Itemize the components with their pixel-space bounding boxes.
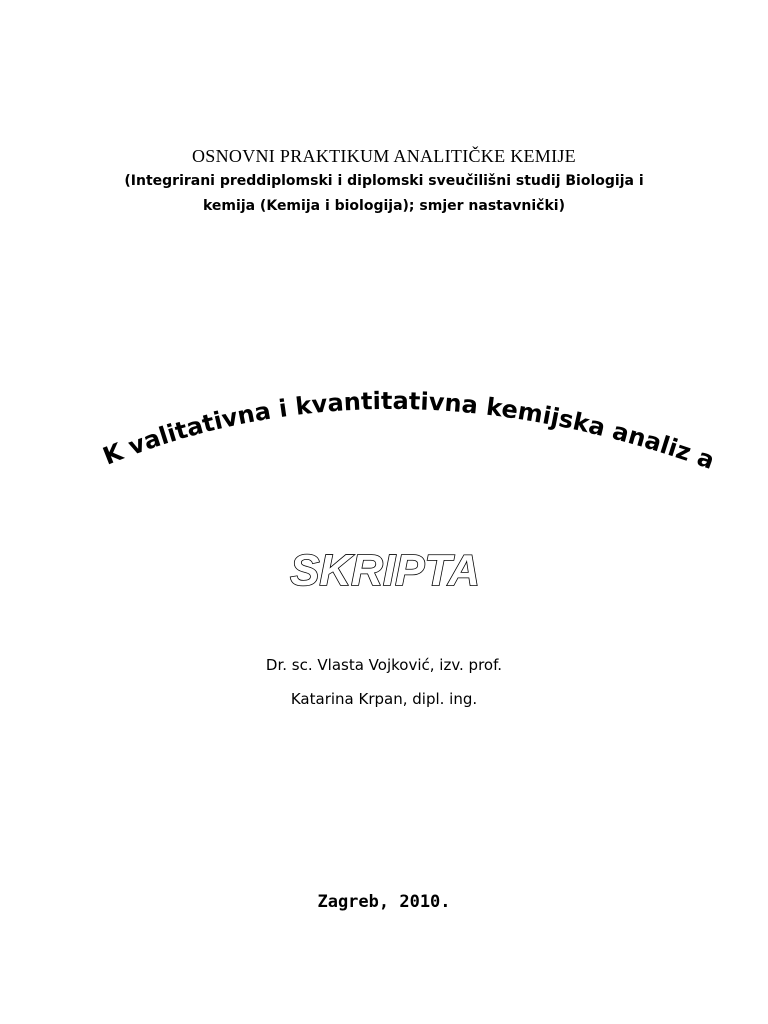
arched-title-text bbox=[99, 387, 718, 475]
skripta-wordart bbox=[270, 535, 500, 605]
author-1: Dr. sc. Vlasta Vojković, izv. prof. bbox=[265, 656, 503, 674]
arched-title-textpath: K valitativna i kvantitativna kemijska analiz a bbox=[98, 386, 719, 475]
arched-title bbox=[0, 360, 768, 520]
course-subtitle-line-2: kemija (Kemija i biologija); smjer nastavnički) bbox=[203, 198, 565, 214]
skripta-heading: SKRIPTA bbox=[290, 546, 480, 595]
place-and-year: Zagreb, 2010. bbox=[317, 892, 451, 912]
course-subtitle-line-1: (Integrirani preddiplomski i diplomski sveučilišni studij Biologija i bbox=[124, 173, 644, 189]
course-title: OSNOVNI PRAKTIKUM ANALITIČKE KEMIJE bbox=[192, 146, 576, 166]
author-2: Katarina Krpan, dipl. ing. bbox=[290, 690, 478, 708]
